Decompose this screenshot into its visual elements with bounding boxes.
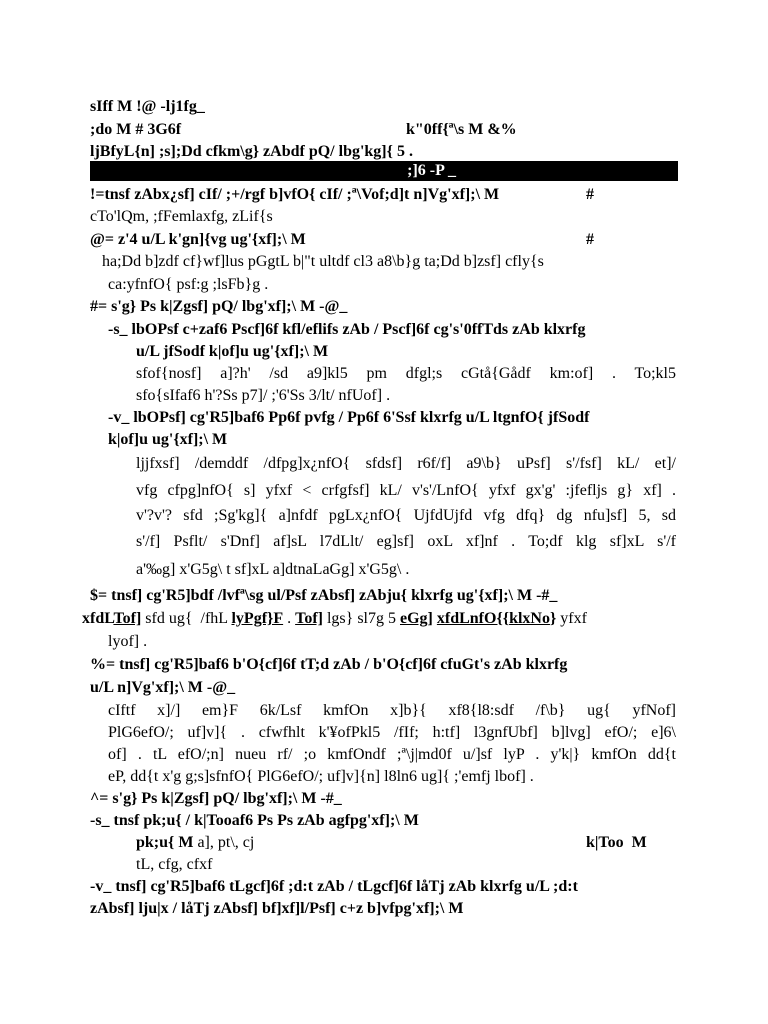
- question-3a-passage-2: sfo{sIfaf6 h'?Ss p7]/ ;'6'Ss 3/lt/ nfUof] .: [136, 387, 391, 404]
- question-5-heading-2: u/L n]Vg'xf];\ M -@_: [90, 679, 236, 696]
- question-6a-second-row: [0, 855, 768, 875]
- question-3a-heading-1: -s_ lbOPsf c+zaf6 Pscf]6f kfl/eflifs zAb / Pscf]6f cg's'0ffTds zAb klxrfg: [108, 321, 586, 338]
- question-4-passage-1: xfdLTof] sfd ug{ /fhL lyPgf}F . Tof] lgs} sl7g 5 eGg] xfdLnfO{{klxNo} yfxf: [82, 610, 587, 627]
- question-3-text: #= s'g} Ps k|Zgsf] pQ/ lbg'xf];\ M -@_: [90, 298, 348, 315]
- question-4-text: $= tnsf] cg'R5]bdf /lvfª\sg ul/Psf zAbsf] zAbju{ klxrfg ug'{xf];\ M -#_: [90, 587, 558, 604]
- prefix-values: a], pt\, cj: [193, 834, 255, 851]
- question-1-body: [0, 207, 768, 227]
- question-3b-passage-1: ljjfxsf] /demddf /dfpg]x¿nfO{ sfdsf] r6f/f] a9\b} uPsf] s'/fsf] kL/ et]/: [136, 455, 676, 472]
- underlined-word-tof-1: Tof]: [113, 610, 142, 627]
- question-6a-prefix-row: [0, 833, 768, 853]
- question-3b-passage-line-1: [0, 454, 768, 474]
- question-2-sentence-line-2: [0, 275, 768, 295]
- question-6b-heading-line-1: [0, 877, 768, 897]
- question-3b-heading-2: k|of]u ug'{xf];\ M: [108, 431, 228, 448]
- question-3-heading: [0, 297, 768, 317]
- question-3a-heading-2: u/L jfSodf k|of]u ug'{xf];\ M: [136, 343, 329, 360]
- question-3b-heading-line-1: [0, 408, 768, 428]
- instructions-line: [0, 142, 768, 162]
- suffix-values: tL, cfg, cfxf: [136, 856, 213, 873]
- question-1-heading: [0, 185, 768, 205]
- question-3a-passage-line-2: [0, 386, 768, 406]
- underlined-word-eGg: eGg]: [400, 610, 433, 627]
- passage-segment-3: lgs} sl7g 5: [322, 610, 400, 627]
- word-xfdL: xfdL: [82, 610, 114, 627]
- question-5-heading-line-2: [0, 678, 768, 698]
- time-and-marks-line: [0, 120, 768, 140]
- question-4-heading: [0, 586, 768, 606]
- section-heading: ;]6 -P _: [407, 162, 456, 179]
- question-5-passage-4: eP, dd{t x'g g;s]sfnfO{ PlG6efO/; uf]v]{n] l8ln6 ug]{ ;'emfj lbof] .: [108, 768, 534, 785]
- underlined-word-tof-2: Tof]: [295, 610, 323, 627]
- question-5-passage-3: of] . tL efO/;n] nueu rf/ ;o kmfOndf ;ª\j|md0f u/]sf lyP . y'k|} kmfOn dd{t: [108, 746, 676, 763]
- question-3b-passage-3: v'?v'? sfd ;Sg'kg]{ a]nfdf pgLx¿nfO{ UjfdUjfd vfg dfq} dg nfu]sf] 5, sd: [136, 507, 676, 524]
- question-3a-heading-line-1: [0, 320, 768, 340]
- section-heading-bar: [90, 161, 678, 181]
- question-1-words: cTo'lQm, ;fFemlaxfg, zLif{s: [90, 208, 273, 225]
- question-5-heading-line-1: [0, 655, 768, 675]
- underlined-word-klxNo: klxNo: [509, 610, 550, 627]
- question-6-heading: [0, 789, 768, 809]
- question-3a-passage-1: sfof{nosf] a]?h' /sd a9]kl5 pm dfgl;s cGtå{Gådf km:of] . To;kl5: [136, 365, 676, 382]
- passage-segment-1: sfd ug{ /fhL: [141, 610, 232, 627]
- question-5-passage-line-2: [0, 723, 768, 743]
- question-1-marks: #: [586, 186, 594, 203]
- prefix-entry: [136, 833, 254, 852]
- question-3b-passage-line-5: [0, 560, 768, 580]
- question-3b-heading-1: -v_ lbOPsf] cg'R5]baf6 Pp6f pvfg / Pp6f 6'Ssf klxrfg u/L ltgnfO{ jfSodf: [108, 409, 590, 426]
- question-4-passage-line-2: [0, 632, 768, 652]
- time-label: ;do M # 3G6f: [90, 121, 182, 138]
- class-and-subject: sIff M !@ -lj1fg_: [90, 98, 205, 115]
- question-3a-passage-line-1: [0, 364, 768, 384]
- question-3b-passage-5: a'‰g] x'G5g\ t sf]xL a]dtnaLaGg] x'G5g\ .: [136, 561, 410, 578]
- question-3b-passage-line-3: [0, 506, 768, 526]
- question-5-passage-2: PlG6efO/; uf]v]{ . cfwfhlt k'¥ofPkl5 /fIf; h:tf] l3gnfUbf] b]lvg] efO/; e]6\: [108, 724, 676, 741]
- question-5-passage-line-3: [0, 745, 768, 765]
- question-3b-passage-2: vfg cfpg]nfO{ s] yfxf < crfgfsf] kL/ v's'/LnfO{ yfxf gx'g' :jfefljs g} xf] .: [136, 482, 676, 499]
- question-6b-heading-1: -v_ tnsf] cg'R5]baf6 tLgcf]6f ;d:t zAb / tLgcf]6f låTj zAb klxrfg u/L ;d:t: [90, 878, 578, 895]
- question-1-text: !=tnsf zAbx¿sf] cIf/ ;+/rgf b]vfO{ cIf/ ;ª\Vof;d]t n]Vg'xf];\ M: [90, 186, 500, 203]
- question-2-sentence-2: ca:yfnfO{ psf:g ;lsFb}g .: [108, 276, 269, 293]
- question-5-heading-1: %= tnsf] cg'R5]baf6 b'O{cf]6f tT;d zAb / b'O{cf]6f cfuGt's zAb klxrfg: [90, 656, 568, 673]
- question-4-passage-line-1: [0, 609, 768, 629]
- exam-title-line: [0, 97, 768, 117]
- question-3a-heading-line-2: [0, 342, 768, 362]
- question-3b-passage-line-4: [0, 532, 768, 552]
- question-2-heading: [0, 230, 768, 250]
- question-6-text: ^= s'g} Ps k|Zgsf] pQ/ lbg'xf];\ M -#_: [90, 790, 342, 807]
- question-4-passage-2: lyof] .: [108, 633, 148, 650]
- passage-segment-5: yfxf: [556, 610, 587, 627]
- question-6b-heading-2: zAbsf] lju|x / låTj zAbsf] bf]xf]l/Psf] c+z b]vfpg'xf];\ M: [90, 900, 464, 917]
- question-2-sentence-line-1: [0, 252, 768, 272]
- question-6b-heading-line-2: [0, 899, 768, 919]
- question-3b-heading-line-2: [0, 430, 768, 450]
- question-2-sentence-1: ha;Dd b]zdf cf}wf]lus pGgtL b|"t ultdf cl3 a8\b}g ta;Dd b]zsf] cfly{s: [102, 253, 544, 270]
- suffix-label: k|Too M: [586, 834, 647, 851]
- question-6a-heading: -s_ tnsf pk;u{ / k|Tooaf6 Ps Ps zAb agfpg'xf];\ M: [90, 812, 419, 829]
- prefix-label: pk;u{ M: [136, 834, 194, 851]
- question-5-passage-line-1: [0, 701, 768, 721]
- full-marks-label: k"0ff{ª\s M &%: [406, 121, 517, 138]
- question-2-marks: #: [586, 231, 594, 248]
- question-6a-heading-line: [0, 811, 768, 831]
- question-3b-passage-4: s'/f] Psflt/ s'Dnf] af]sL l7dLlt/ eg]sf] oxL xf]nf . To;df klg sf]xL s'/f: [136, 533, 676, 550]
- instructions-text: ljBfyL{n] ;s];Dd cfkm\g} zAbdf pQ/ lbg'kg]{ 5 .: [90, 143, 413, 160]
- question-5-passage-line-4: [0, 767, 768, 787]
- underlined-word-xfdLnfO: xfdLnfO{: [436, 610, 503, 627]
- question-2-text: @= z'4 u/L k'gn]{vg ug'{xf];\ M: [90, 231, 306, 248]
- question-3b-passage-line-2: [0, 481, 768, 501]
- passage-segment-2: .: [283, 610, 296, 627]
- underlined-word-lyPgf: lyPgf}F: [231, 610, 284, 627]
- question-5-passage-1: cIftf x]/] em}F 6k/Lsf kmfOn x]b}{ xf8{l8:sdf /f\b} ug{ yfNof]: [108, 702, 676, 719]
